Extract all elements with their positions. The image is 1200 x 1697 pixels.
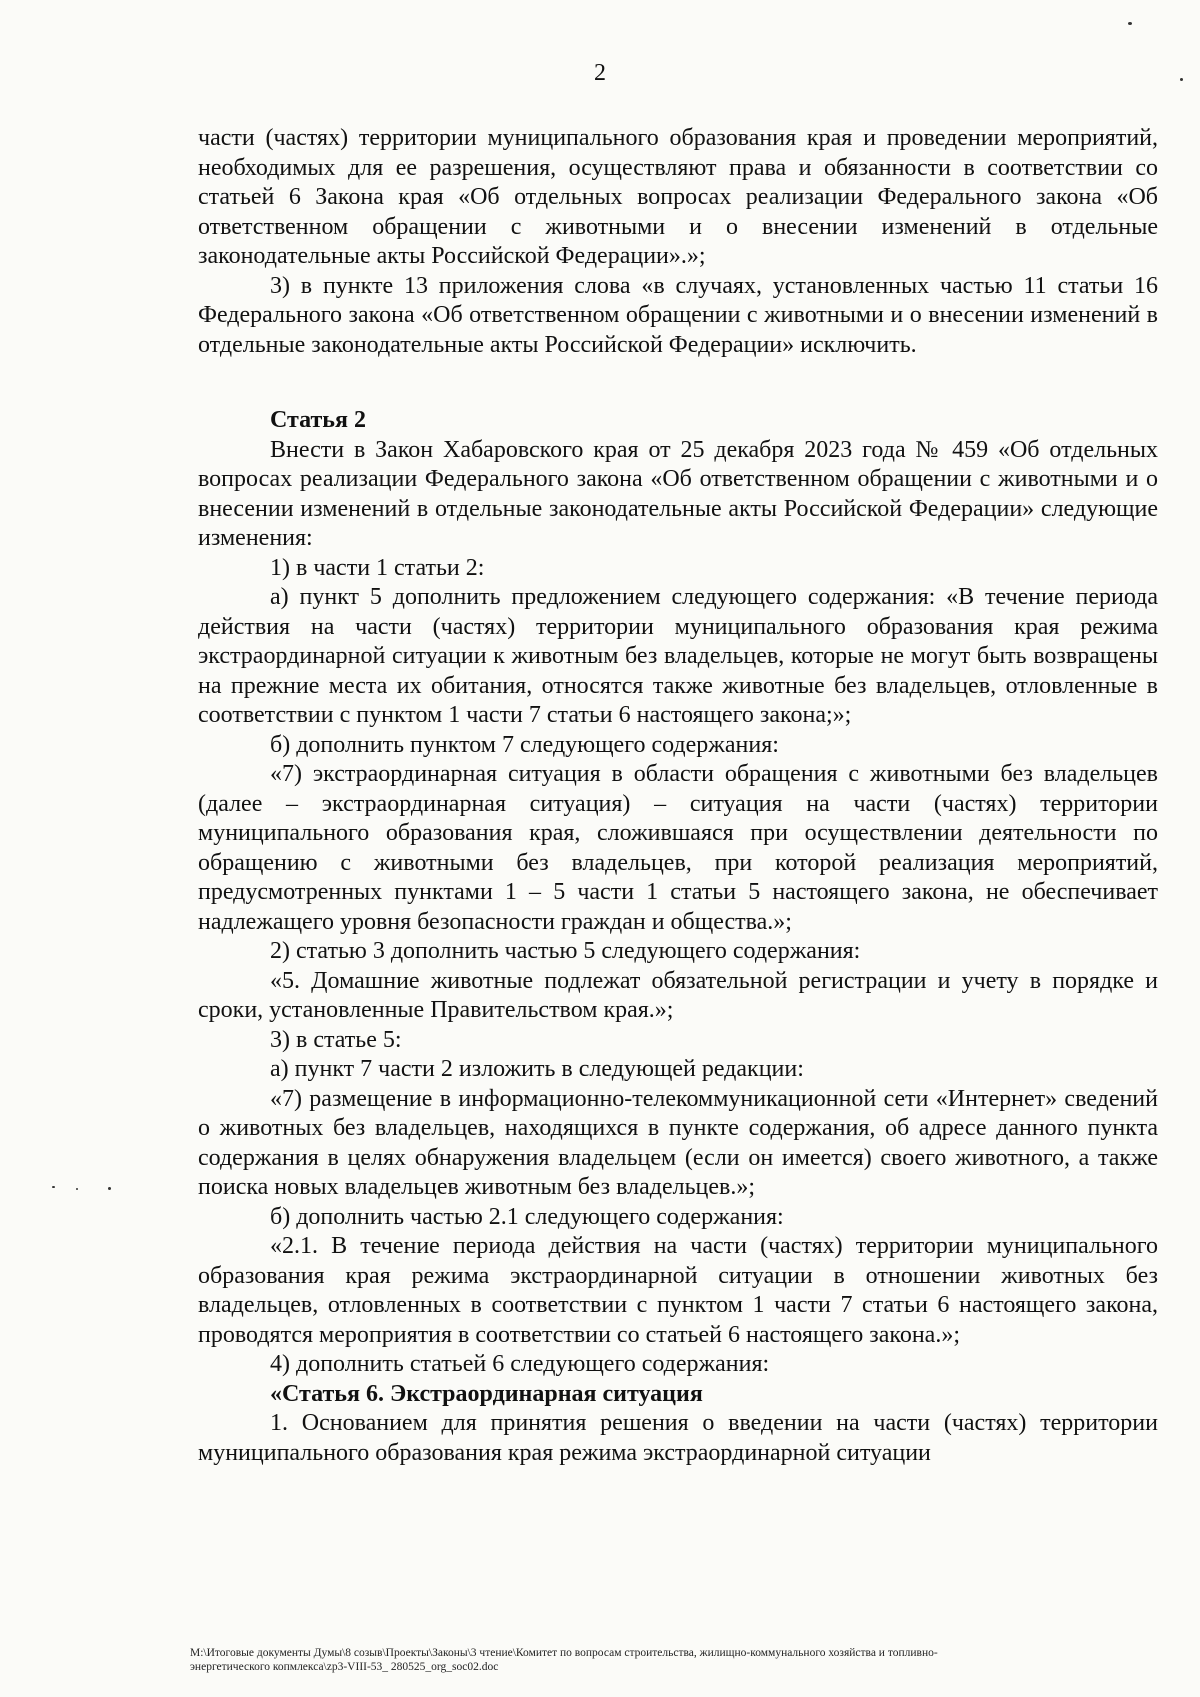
paragraph: а) пункт 5 дополнить предложением следующего содержания: «В течение периода действия на части (частях) территории муниципального образования края режима экстраординарной ситуации к животным без владельцев, которые не могут быть возвращены на прежние места их обитания, относятся также животные без владельцев, отловленные в соответствии с пунктом 1 части 7 статьи 6 настоящего закона;»; xyxy=(198,584,1158,728)
footer-line: М:\Итоговые документы Думы\8 созыв\Проекты\Законы\3 чтение\Комитет по вопросам строительства, жилищно-коммунального хозяйства и топливно- xyxy=(190,1647,938,1659)
paragraph: «7) размещение в информационно-телекоммуникационной сети «Интернет» сведений о животных без владельцев, находящихся в пункте содержания, об адресе данного пункта содержания в целях обнаружения владельцем (если он имеется) своего животного, а также поиска новых владельцев животным без владельцев.»; xyxy=(198,1085,1158,1200)
file-path-footer xyxy=(190,1646,1160,1674)
paragraph: Внести в Закон Хабаровского края от 25 декабря 2023 года № 459 «Об отдельных вопросах реализации Федерального закона «Об ответственном обращении с животными и о внесении изменений в отдельные законодательные акты Российской Федерации» следующие изменения: xyxy=(198,436,1158,551)
document-body xyxy=(198,124,1158,1468)
scan-speck xyxy=(1128,22,1132,25)
article-heading: «Статья 6. Экстраординарная ситуация xyxy=(270,1380,703,1407)
paragraph: 3) в статье 5: xyxy=(270,1026,402,1053)
paragraph: «7) экстраординарная ситуация в области обращения с животными без владельцев (далее – экстраординарная ситуация) – ситуация на части (частях) территории муниципального образования края, сложившаяся при осуществлении деятельности по обращению с животными без владельцев, при которой реализация мероприятий, предусмотренных пунктами 1 – 5 части 1 статьи 5 настоящего закона, не обеспечивает надлежащего уровня безопасности граждан и общества.»; xyxy=(198,761,1158,935)
scan-speck xyxy=(1180,78,1183,81)
paragraph: б) дополнить частью 2.1 следующего содержания: xyxy=(270,1203,784,1230)
scan-speck xyxy=(108,1187,111,1190)
paragraph: 1) в части 1 статьи 2: xyxy=(270,554,485,581)
paragraph: 3) в пункте 13 приложения слова «в случаях, установленных частью 11 статьи 16 Федерального закона «Об ответственном обращении с животными и о внесении изменений в отдельные законодательные акты Российской Федерации» исключить. xyxy=(198,272,1158,358)
paragraph: 1. Основанием для принятия решения о введении на части (частях) территории муниципального образования края режима экстраординарной ситуации xyxy=(198,1410,1158,1466)
paragraph: части (частях) территории муниципального образования края и проведении мероприятий, необходимых для ее разрешения, осуществляют права и обязанности в соответствии со статьей 6 Закона края «Об отдельных вопросах реализации Федерального закона «Об ответственном обращении с животными и о внесении изменений в отдельные законодательные акты Российской Федерации».»; xyxy=(198,125,1158,269)
paragraph: «2.1. В течение периода действия на части (частях) территории муниципального образования края режима экстраординарной ситуации в отношении животных без владельцев, отловленных в соответствии с пунктом 1 части 7 статьи 6 настоящего закона, проводятся мероприятия в соответствии со статьей 6 настоящего закона.»; xyxy=(198,1233,1158,1348)
paragraph: 4) дополнить статьей 6 следующего содержания: xyxy=(270,1351,770,1377)
article-heading: Статья 2 xyxy=(270,407,366,433)
paragraph: а) пункт 7 части 2 изложить в следующей редакции: xyxy=(270,1056,804,1082)
paragraph: «5. Домашние животные подлежат обязательной регистрации и учету в порядке и сроки, установленные Правительством края.»; xyxy=(198,967,1158,1023)
scan-speck xyxy=(52,1186,55,1188)
footer-line: энергетического копмлекса\zp3-VIII-53_ 280525_org_soc02.doc xyxy=(190,1661,499,1673)
scan-speck xyxy=(76,1188,78,1190)
page-number: 2 xyxy=(594,60,606,86)
paragraph: б) дополнить пунктом 7 следующего содержания: xyxy=(270,731,779,758)
paragraph: 2) статью 3 дополнить частью 5 следующего содержания: xyxy=(270,938,861,964)
